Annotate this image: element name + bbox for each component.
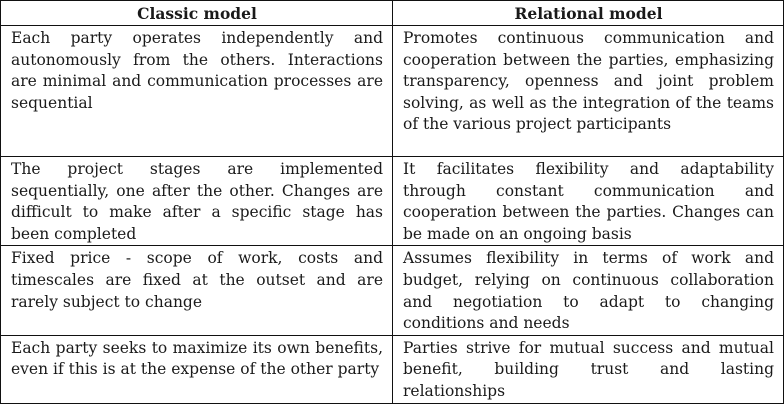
cell-relational: Parties strive for mutual success and mutual benefit, building trust and lasting relationships	[393, 335, 784, 403]
header-classic-model: Classic model	[1, 1, 393, 26]
table-row	[1, 246, 784, 335]
table-row	[1, 26, 784, 157]
table-row	[1, 157, 784, 246]
cell-classic: Each party seeks to maximize its own benefits, even if this is at the expense of the other party	[1, 335, 393, 403]
table-row	[1, 335, 784, 403]
table-body	[1, 26, 784, 404]
cell-classic: The project stages are implemented sequentially, one after the other. Changes are difficult to make after a specific stage has been completed	[1, 157, 393, 246]
table-header	[1, 1, 784, 26]
cell-classic: Each party operates independently and autonomously from the others. Interactions are minimal and communication processes are sequential	[1, 26, 393, 157]
cell-relational: Assumes flexibility in terms of work and budget, relying on continuous collaboration and negotiation to adapt to changing conditions and needs	[393, 246, 784, 335]
header-relational-model: Relational model	[393, 1, 784, 26]
cell-relational: Promotes continuous communication and cooperation between the parties, emphasizing transparency, openness and joint problem solving, as well as the integration of the teams of the various project participants	[393, 26, 784, 157]
header-row	[1, 1, 784, 26]
cell-classic: Fixed price - scope of work, costs and timescales are fixed at the outset and are rarely subject to change	[1, 246, 393, 335]
cell-relational: It facilitates flexibility and adaptability through constant communication and cooperation between the parties. Changes can be made on an ongoing basis	[393, 157, 784, 246]
